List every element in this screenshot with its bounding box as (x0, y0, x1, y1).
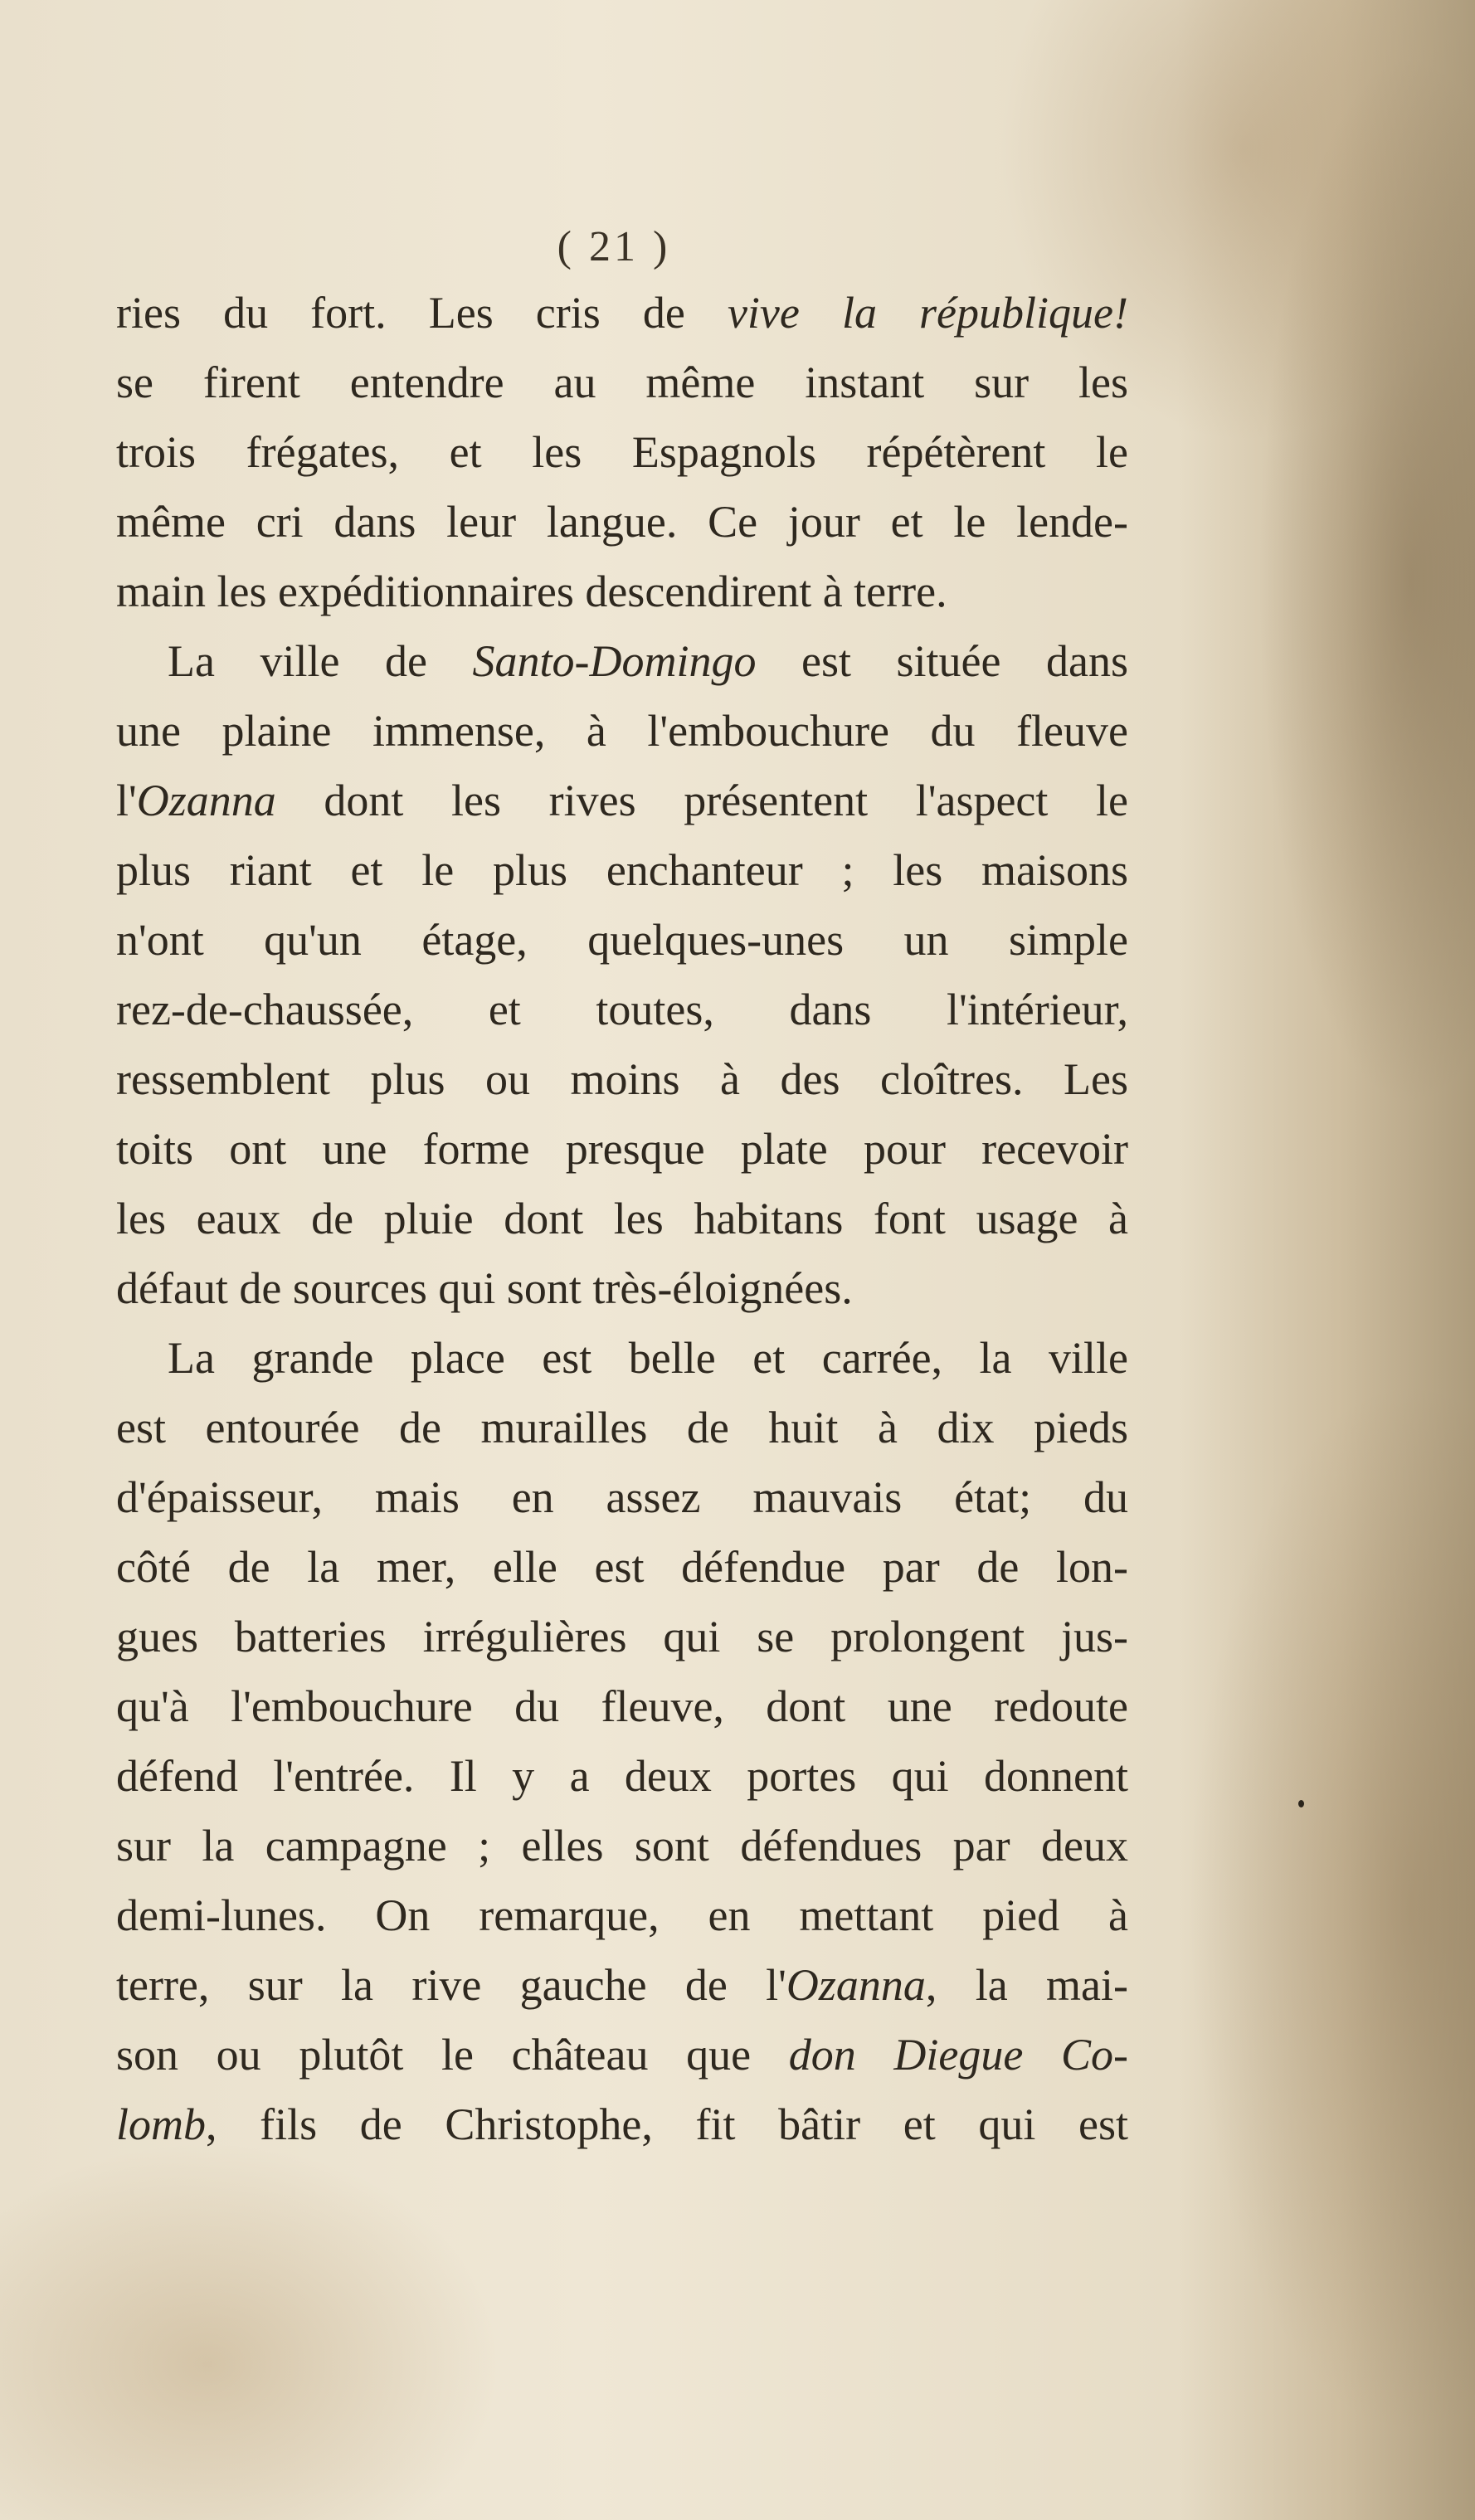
text-run: est entourée de murailles de huit à dix pieds (116, 1403, 1128, 1452)
text-run: son ou plutôt le château que (116, 2030, 789, 2080)
text-run: défaut de sources qui sont très-éloignées. (116, 1263, 853, 1313)
text-line (116, 417, 1128, 487)
text-run: La grande place est belle et carrée, la ville (168, 1333, 1128, 1383)
text-run: se firent entendre au même instant sur les (116, 358, 1128, 407)
text-line (116, 1811, 1128, 1880)
ink-speck (1298, 1800, 1304, 1807)
text-run: ries du fort. Les cris de (116, 288, 728, 338)
text-line (116, 278, 1128, 348)
text-line (116, 1044, 1128, 1114)
text-run: sur la campagne ; elles sont défendues par deux (116, 1821, 1128, 1871)
page-number: ( 21 ) (557, 223, 671, 270)
italic-text: Santo-Domingo (472, 636, 757, 686)
text-run: La ville de (168, 636, 473, 686)
text-run: demi-lunes. On remarque, en mettant pied à (116, 1890, 1128, 1940)
text-run: , la mai- (925, 1960, 1128, 2010)
text-run: dont les rives présentent l'aspect le (275, 776, 1128, 825)
text-line (116, 905, 1128, 975)
text-run: les eaux de pluie dont les habitans font usage à (116, 1194, 1128, 1243)
text-line (116, 1462, 1128, 1532)
italic-text: don Diegue Co- (788, 2030, 1128, 2080)
text-line (116, 766, 1128, 835)
text-run: qu'à l'embouchure du fleuve, dont une redoute (116, 1681, 1128, 1731)
text-run: l' (116, 776, 137, 825)
text-line (116, 487, 1128, 557)
body-text (116, 278, 1128, 2159)
text-run: même cri dans leur langue. Ce jour et le lende- (116, 497, 1128, 547)
italic-text: Ozanna (136, 776, 276, 825)
text-line (116, 1671, 1128, 1741)
text-line (116, 835, 1128, 905)
text-line (116, 1253, 1128, 1323)
text-run: rez-de-chaussée, et toutes, dans l'intérieur, (116, 985, 1128, 1034)
text-line (116, 348, 1128, 417)
text-line (116, 1184, 1128, 1253)
text-run: est située dans (756, 636, 1128, 686)
text-line (116, 1532, 1128, 1602)
text-line (116, 1323, 1128, 1393)
text-run: d'épaisseur, mais en assez mauvais état; du (116, 1472, 1128, 1522)
italic-text: vive la république! (727, 288, 1128, 338)
text-line (116, 1880, 1128, 1950)
text-line (116, 626, 1128, 696)
text-run: toits ont une forme presque plate pour recevoir (116, 1124, 1128, 1174)
text-line (116, 1393, 1128, 1462)
text-line (116, 557, 1128, 626)
text-line (116, 1950, 1128, 2020)
text-line (116, 1602, 1128, 1671)
text-run: gues batteries irrégulières qui se prolongent jus- (116, 1612, 1128, 1661)
text-line (116, 2089, 1128, 2159)
italic-text: Ozanna (786, 1960, 926, 2010)
paper-stain (1176, 0, 1475, 2520)
text-run: côté de la mer, elle est défendue par de lon- (116, 1542, 1128, 1592)
text-run: main les expéditionnaires descendirent à terre. (116, 567, 947, 616)
text-run: terre, sur la rive gauche de l' (116, 1960, 786, 2010)
text-run: ressemblent plus ou moins à des cloîtres. Les (116, 1054, 1128, 1104)
text-line (116, 975, 1128, 1044)
text-run: une plaine immense, à l'embouchure du fleuve (116, 706, 1128, 756)
text-run: n'ont qu'un étage, quelques-unes un simple (116, 915, 1128, 965)
text-run: trois frégates, et les Espagnols répétèrent le (116, 427, 1128, 477)
text-run: plus riant et le plus enchanteur ; les maisons (116, 845, 1128, 895)
italic-text: lomb (116, 2099, 206, 2149)
text-line (116, 696, 1128, 766)
text-line (116, 2020, 1128, 2089)
text-run: , fils de Christophe, fit bâtir et qui est (206, 2099, 1128, 2149)
text-run: défend l'entrée. Il y a deux portes qui donnent (116, 1751, 1128, 1801)
text-line (116, 1741, 1128, 1811)
text-line (116, 1114, 1128, 1184)
